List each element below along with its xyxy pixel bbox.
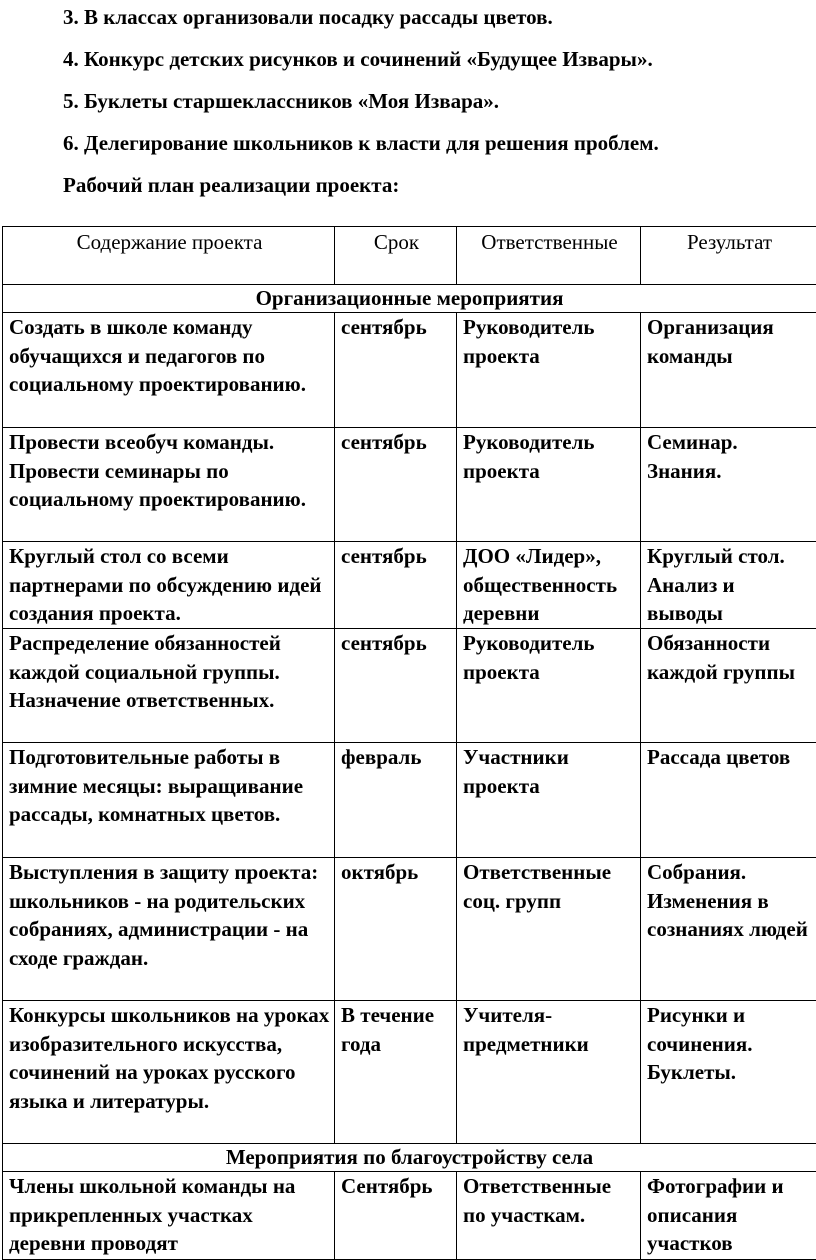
cell-term: В течение года [335, 1001, 457, 1144]
table-row [3, 1172, 816, 1260]
section-improvement: Мероприятия по благоустройству села [3, 1144, 816, 1172]
cell-term: февраль [335, 743, 457, 858]
header-content: Содержание проекта [3, 227, 335, 285]
cell-responsible: Учителя-предметники [457, 1001, 641, 1144]
cell-result: Круглый стол. Анализ и выводы [641, 542, 816, 629]
work-plan-table [2, 226, 816, 1260]
table-header-row [3, 227, 816, 285]
cell-term: сентябрь [335, 428, 457, 542]
intro-item-3: 3. В классах организовали посадку рассады цветов. [63, 0, 803, 42]
cell-responsible: Участники проекта [457, 743, 641, 858]
cell-content: Круглый стол со всеми партнерами по обсуждению идей создания проекта. [3, 542, 335, 629]
cell-responsible: Ответственные соц. групп [457, 858, 641, 1001]
cell-result: Организация команды [641, 313, 816, 428]
table-row [3, 858, 816, 1001]
cell-term: сентябрь [335, 313, 457, 428]
cell-content: Провести всеобуч команды. Провести семинары по социальному проектированию. [3, 428, 335, 542]
plan-title: Рабочий план реализации проекта: [63, 168, 803, 210]
cell-content: Конкурсы школьников на уроках изобразительного искусства, сочинений на уроках русского языка и литературы. [3, 1001, 335, 1144]
cell-result: Фотографии и описания участков [641, 1172, 816, 1260]
header-responsible: Ответственные [457, 227, 641, 285]
cell-result: Семинар. Знания. [641, 428, 816, 542]
section-row [3, 285, 816, 313]
cell-responsible: Ответственные по участкам. [457, 1172, 641, 1260]
header-term: Срок [335, 227, 457, 285]
cell-responsible: ДОО «Лидер», общественность деревни [457, 542, 641, 629]
cell-term: Сентябрь [335, 1172, 457, 1260]
cell-result: Рассада цветов [641, 743, 816, 858]
header-result: Результат [641, 227, 816, 285]
intro-item-5: 5. Буклеты старшеклассников «Моя Извара». [63, 84, 803, 126]
cell-content: Члены школьной команды на прикрепленных участках деревни проводят [3, 1172, 335, 1260]
cell-term: сентябрь [335, 629, 457, 743]
section-row [3, 1144, 816, 1172]
cell-term: сентябрь [335, 542, 457, 629]
table-row [3, 1001, 816, 1144]
cell-responsible: Руководитель проекта [457, 629, 641, 743]
cell-responsible: Руководитель проекта [457, 313, 641, 428]
cell-result: Обязанности каждой группы [641, 629, 816, 743]
cell-content: Выступления в защиту проекта: школьников - на родительских собраниях, администрации - на сходе граждан. [3, 858, 335, 1001]
intro-text [63, 0, 803, 210]
cell-term: октябрь [335, 858, 457, 1001]
table-row [3, 743, 816, 858]
cell-result: Рисунки и сочинения. Буклеты. [641, 1001, 816, 1144]
cell-content: Подготовительные работы в зимние месяцы: выращивание рассады, комнатных цветов. [3, 743, 335, 858]
table-row [3, 629, 816, 743]
table-row [3, 428, 816, 542]
table-row [3, 542, 816, 629]
intro-item-6: 6. Делегирование школьников к власти для решения проблем. [63, 126, 803, 168]
cell-responsible: Руководитель проекта [457, 428, 641, 542]
cell-content: Создать в школе команду обучащихся и педагогов по социальному проектированию. [3, 313, 335, 428]
cell-result: Собрания. Изменения в сознаниях людей [641, 858, 816, 1001]
cell-content: Распределение обязанностей каждой социальной группы. Назначение ответственных. [3, 629, 335, 743]
table-row [3, 313, 816, 428]
intro-item-4: 4. Конкурс детских рисунков и сочинений «Будущее Извары». [63, 42, 803, 84]
section-organizational: Организационные мероприятия [3, 285, 816, 313]
